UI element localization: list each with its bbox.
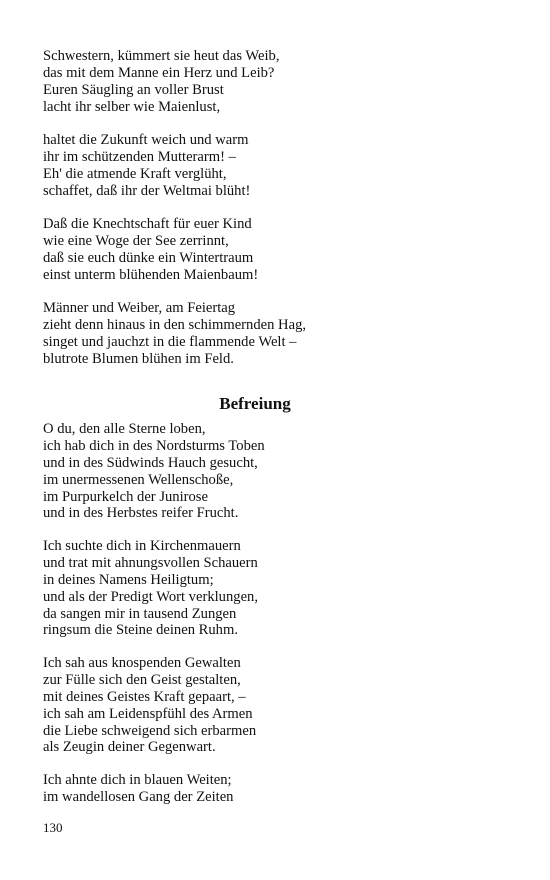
verse-line: Ich ahnte dich in blauen Weiten; — [43, 772, 232, 788]
stanza — [43, 48, 503, 116]
verse-line: und in des Südwinds Hauch gesucht, — [43, 454, 258, 471]
verse-line: ringsum die Steine deinen Ruhm. — [43, 622, 238, 639]
verse-line: Männer und Weiber, am Feiertag — [43, 300, 236, 316]
verse-line: Ich sah aus knospenden Gewalten — [43, 655, 241, 671]
verse-line: als Zeugin deiner Gegenwart. — [43, 739, 216, 756]
verse-line: schaffet, daß ihr der Weltmai blüht! — [43, 182, 251, 199]
verse-line: in deines Namens Heiligtum; — [43, 571, 214, 588]
page-number: 130 — [43, 820, 63, 835]
stanza — [43, 300, 503, 368]
verse-line: im unermessenen Wellenschoße, — [43, 471, 234, 488]
verse-line: blutrote Blumen blühen im Feld. — [43, 350, 234, 367]
verse-line: Eh' die atmende Kraft verglüht, — [43, 165, 227, 182]
verse-line: ihr im schützenden Mutterarm! – — [43, 148, 236, 165]
verse-line: und in des Herbstes reifer Frucht. — [43, 505, 239, 522]
verse-line: und als der Predigt Wort verklungen, — [43, 588, 258, 605]
poem-title: Befreiung — [219, 394, 291, 413]
verse-line: da sangen mir in tausend Zungen — [43, 605, 237, 622]
verse-line: Daß die Knechtschaft für euer Kind — [43, 216, 252, 232]
verse-line: einst unterm blühenden Maienbaum! — [43, 266, 259, 283]
verse-line: zur Fülle sich den Geist gestalten, — [43, 671, 241, 688]
verse-line: Ich suchte dich in Kirchenmauern — [43, 538, 241, 554]
stanza — [43, 772, 503, 806]
verse-line: im wandellosen Gang der Zeiten — [43, 788, 234, 805]
verse-line: Schwestern, kümmert sie heut das Weib, — [43, 48, 280, 64]
verse-line: daß sie euch dünke ein Wintertraum — [43, 249, 254, 266]
stanza — [43, 538, 503, 639]
stanza — [43, 216, 503, 284]
stanza — [43, 655, 503, 756]
verse-line: Euren Säugling an voller Brust — [43, 81, 224, 98]
verse-line: zieht denn hinaus in den schimmernden Hag, — [43, 316, 307, 333]
verse-line: ich sah am Leidenspfühl des Armen — [43, 705, 253, 722]
verse-line: singet und jauchzt in die flammende Welt – — [43, 333, 297, 350]
stanza — [43, 132, 503, 200]
verse-line: im Purpurkelch der Junirose — [43, 488, 208, 505]
verse-line: wie eine Woge der See zerrinnt, — [43, 232, 229, 249]
verse-line: die Liebe schweigend sich erbarmen — [43, 722, 257, 739]
verse-line: lacht ihr selber wie Maienlust, — [43, 98, 221, 115]
verse-line: ich hab dich in des Nordsturms Toben — [43, 437, 265, 454]
verse-line: und trat mit ahnungsvollen Schauern — [43, 554, 258, 571]
stanza — [43, 421, 503, 522]
verse-line: das mit dem Manne ein Herz und Leib? — [43, 64, 275, 81]
verse-line: mit deines Geistes Kraft gepaart, – — [43, 688, 246, 705]
verse-line: haltet die Zukunft weich und warm — [43, 132, 249, 148]
verse-line: O du, den alle Sterne loben, — [43, 421, 206, 437]
